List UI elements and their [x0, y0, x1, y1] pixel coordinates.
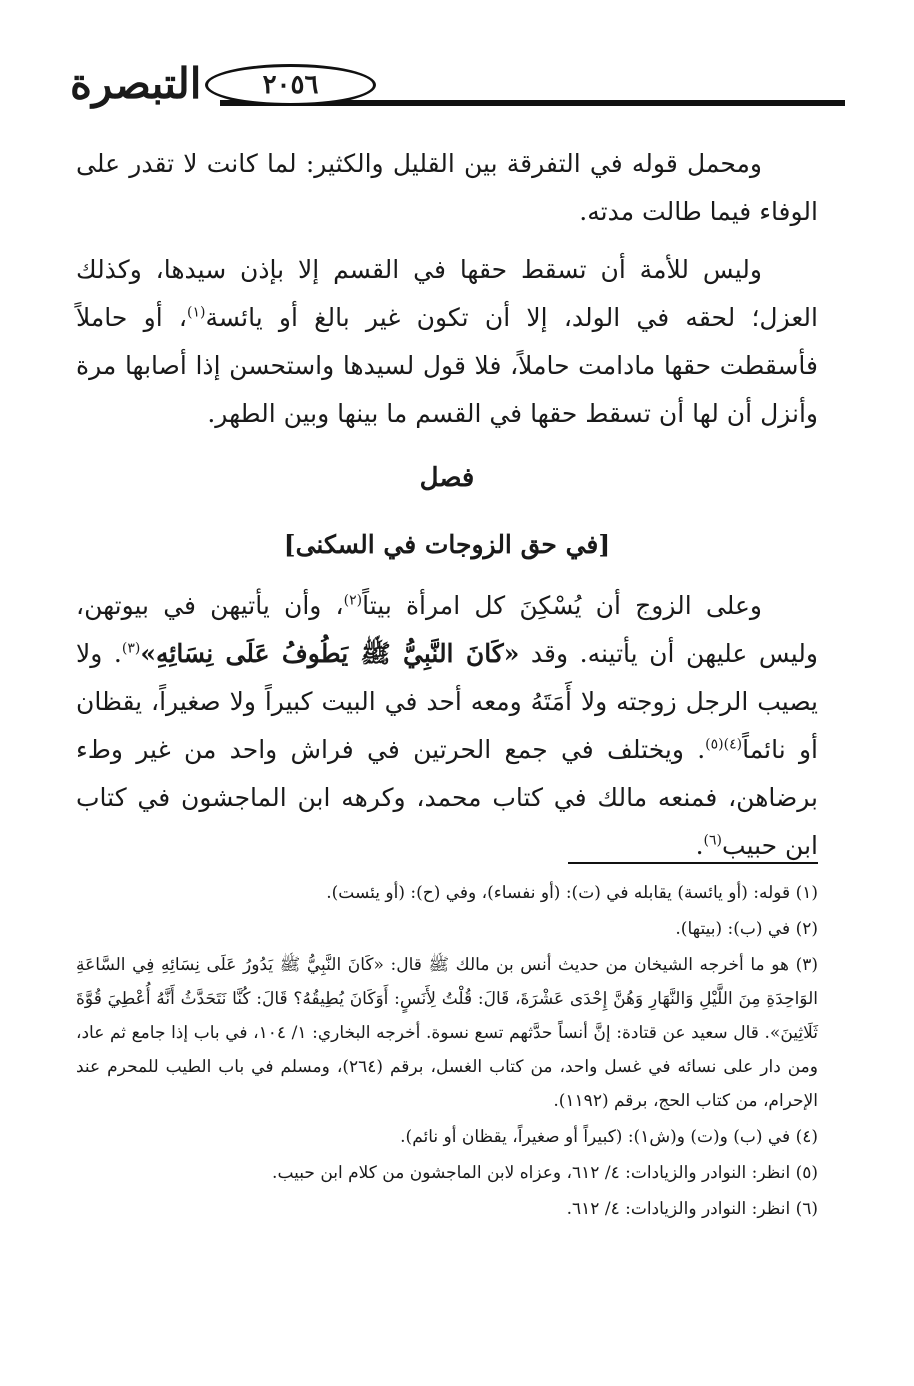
- section-heading: فصل: [419, 463, 475, 493]
- footnote-6: (٦) انظر: النوادر والزيادات: ٤/ ٦١٢.: [566, 1199, 818, 1219]
- footnote-3: (٣) هو ما أخرجه الشيخان من حديث أنس بن مالك ﷺ قال: «كَانَ النَّبِيُّ ﷺ يَدُورُ عَلَى نِسَائِهِ فِي السَّاعَةِ الوَاحِدَةِ مِنَ اللَّيْلِ وَالنَّهَارِ وَهُنَّ إِحْدَى عَشْرَةَ، قَالَ: قُلْتُ لِأَنَسٍ: أَوَكَانَ يُطِيقُهُ؟ قَالَ: كُنَّا نَتَحَدَّثُ أَنَّهُ أُعْطِيَ قُوَّةَ ثَلَاثِينَ». قال سعيد عن قتادة: إنَّ أنساً حدَّثهم تسع نسوة. أخرجه البخاري: ١/ ١٠٤، في باب إذا جامع ثم عاد، ومن دار على نسائه في غسل واحد، من كتاب الغسل، برقم (٢٦٤)، ومسلم في باب الطيب للمحرم عند الإحرام، من كتاب الحج، برقم (١١٩٢).: [76, 955, 819, 1111]
- footnotes: [76, 876, 818, 1228]
- main-text: [76, 140, 818, 880]
- hadith-quote: «كَانَ النَّبِيُّ ﷺ يَطُوفُ عَلَى نِسَائِهِ»: [140, 639, 520, 668]
- footnote-ref-6: (٦): [703, 832, 723, 849]
- footnote-ref-2: (٢): [343, 592, 363, 609]
- footnote-2: (٢) في (ب): (بيتها).: [675, 919, 818, 939]
- footnote-separator: [568, 862, 818, 864]
- page-header: [50, 48, 840, 118]
- footnote-ref-3: (٣): [121, 640, 141, 657]
- paragraph-2: وليس للأمة أن تسقط حقها في القسم إلا بإذن سيدها، وكذلك العزل؛ لحقه في الولد، إلا أن تكون غير بالغ أو يائسة$^{(١)}$، أو حاملاً فأسقطت حقها مادامت حاملاً، فلا قول لسيدها واستحسن إذا أصابها مرة وأنزل أن لها أن تسقط حقها في القسم ما بينها وبين الطهر.: [76, 255, 818, 428]
- page-number: ٢٠٥٦: [262, 70, 319, 100]
- footnote-4: (٤) في (ب) و(ت) و(ش١): (كبيراً أو صغيراً، يقظان أو نائم).: [400, 1127, 818, 1147]
- footnote-5: (٥) انظر: النوادر والزيادات: ٤/ ٦١٢، وعزاه لابن الماجشون من كلام ابن حبيب.: [272, 1163, 818, 1183]
- page-number-badge: [205, 64, 376, 106]
- paragraph-1: ومحمل قوله في التفرقة بين القليل والكثير: لما كانت لا تقدر على الوفاء فيما طالت مدته.: [76, 149, 818, 226]
- book-title-logo: التبصرة: [70, 59, 202, 108]
- footnote-1: (١) قوله: (أو يائسة) يقابله في (ت): (أو نفساء)، وفي (ح): (أو يئست).: [326, 883, 818, 903]
- section-subheading: [في حق الزوجات في السكنى]: [283, 530, 611, 559]
- footnote-ref-1: (١): [186, 304, 206, 321]
- footnote-ref-4-5: (٤)(٥): [705, 736, 743, 753]
- paragraph-3: وعلى الزوج أن يُسْكِنَ كل امرأة بيتاً$^{(٢)}$، وأن يأتيهن في بيوتهن، وليس عليهن أن يأتينه. وقد «كَانَ النَّبِيُّ ﷺ يَطُوفُ عَلَى نِسَائِهِ»$^{(٣)}$. ولا يصيب الرجل زوجته ولا أَمَتَهُ ومعه أحد في البيت كبيراً ولا صغيراً، يقظان أو نائماً$^{(٤)(٥)}$. ويختلف في جمع الحرتين في فراش واحد من غير وطء برضاهن، فمنعه مالك في كتاب محمد، وكرهه ابن الماجشون في كتاب ابن حبيب$^{(٦)}$.: [76, 591, 819, 860]
